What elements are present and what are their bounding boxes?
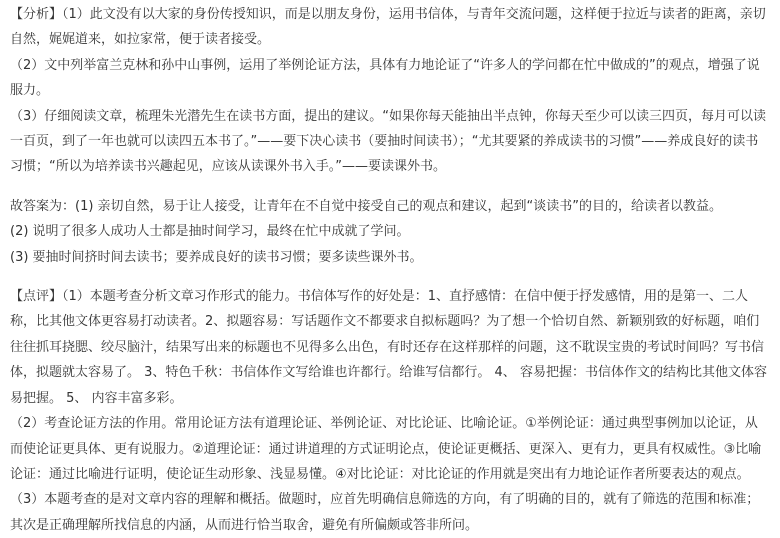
answer-line-1: 故答案为：(1) 亲切自然，易于让人接受，让青年在不自觉中接受自己的观点和建议，起到“谈读书”的目的，给读者以教益。	[10, 198, 723, 214]
comment-paragraph-2: （2）考查论证方法的作用。常用论证方法有道理论证、举例论证、对比论证、比喻论证。①举例论证：通过典型事例加以论证，从而使论证更具体、更有说服力。②道理论证：通过讲道理的方式证明论点，使论证更概括、更深入、更有力，更具有权威性。③比喻论证：通过比喻进行证明，使论证生动形象、浅显易懂。④对比论证：对比论证的作用就是突出有力地论证作者所要表达的观点。	[10, 416, 762, 482]
analysis-paragraph-2: （2）文中列举富兰克林和孙中山事例，运用了举例论证方法，具体有力地论证了“许多人的学问都在忙中做成的”的观点，增强了说服力。	[10, 57, 760, 99]
answer-line-3: (3) 要抽时间挤时间去读书；要养成良好的读书习惯；要多读些课外书。	[10, 249, 423, 265]
analysis-section	[10, 2, 770, 180]
comment-paragraph-1: 【点评】（1）本题考查分析文章习作形式的能力。书信体写作的好处是：1、直抒感情：在信中便于抒发感情，用的是第一、二人称，比其他文体更容易打动读者。2、拟题容易：写话题作文不都要求自拟标题吗？为了想一个恰切自然、新颖别致的好标题，咱们往往抓耳挠腮、绞尽脑汁，结果写出来的标题也不见得多么出色，有时还存在这样那样的问题，这不耽误宝贵的考试时间吗？写书信体，拟题就太容易了。 3、特色千秋：书信体作文写给谁也许都行。给谁写信都行。 4、 容易把握：书信体作文的结构比其他文体容易把握。 5、 内容丰富多彩。	[10, 289, 767, 406]
analysis-paragraph-1: 【分析】（1）此文没有以大家的身份传授知识，而是以朋友身份，运用书信体，与青年交流问题，这样便于拉近与读者的距离，亲切自然，娓娓道来，如拉家常，便于读者接受。	[10, 7, 766, 48]
analysis-paragraph-3: （3）仔细阅读文章，梳理朱光潜先生在读书方面，提出的建议。“如果你每天能抽出半点钟，你每天至少可以读三四页，每月可以读一百页，到了一年也就可以读四五本书了。”——要下决心读书（要抽时间读书）；“尤其要紧的养成读书的习惯”——养成良好的读书习惯；“所以为培养读书兴趣起见，应该从读课外书入手。”——要读课外书。	[10, 108, 767, 175]
answer-line-2: (2) 说明了很多人成功人士都是抽时间学习，最终在忙中成就了学问。	[10, 224, 410, 240]
answer-section	[10, 194, 770, 270]
comment-section	[10, 284, 770, 538]
comment-paragraph-3: （3）本题考查的是对文章内容的理解和概括。做题时，应首先明确信息筛选的方向，有了明确的目的，就有了筛选的范围和标准；其次是正确理解所找信息的内涵，从而进行恰当取舍，避免有所偏颇或答非所问。	[10, 492, 760, 533]
